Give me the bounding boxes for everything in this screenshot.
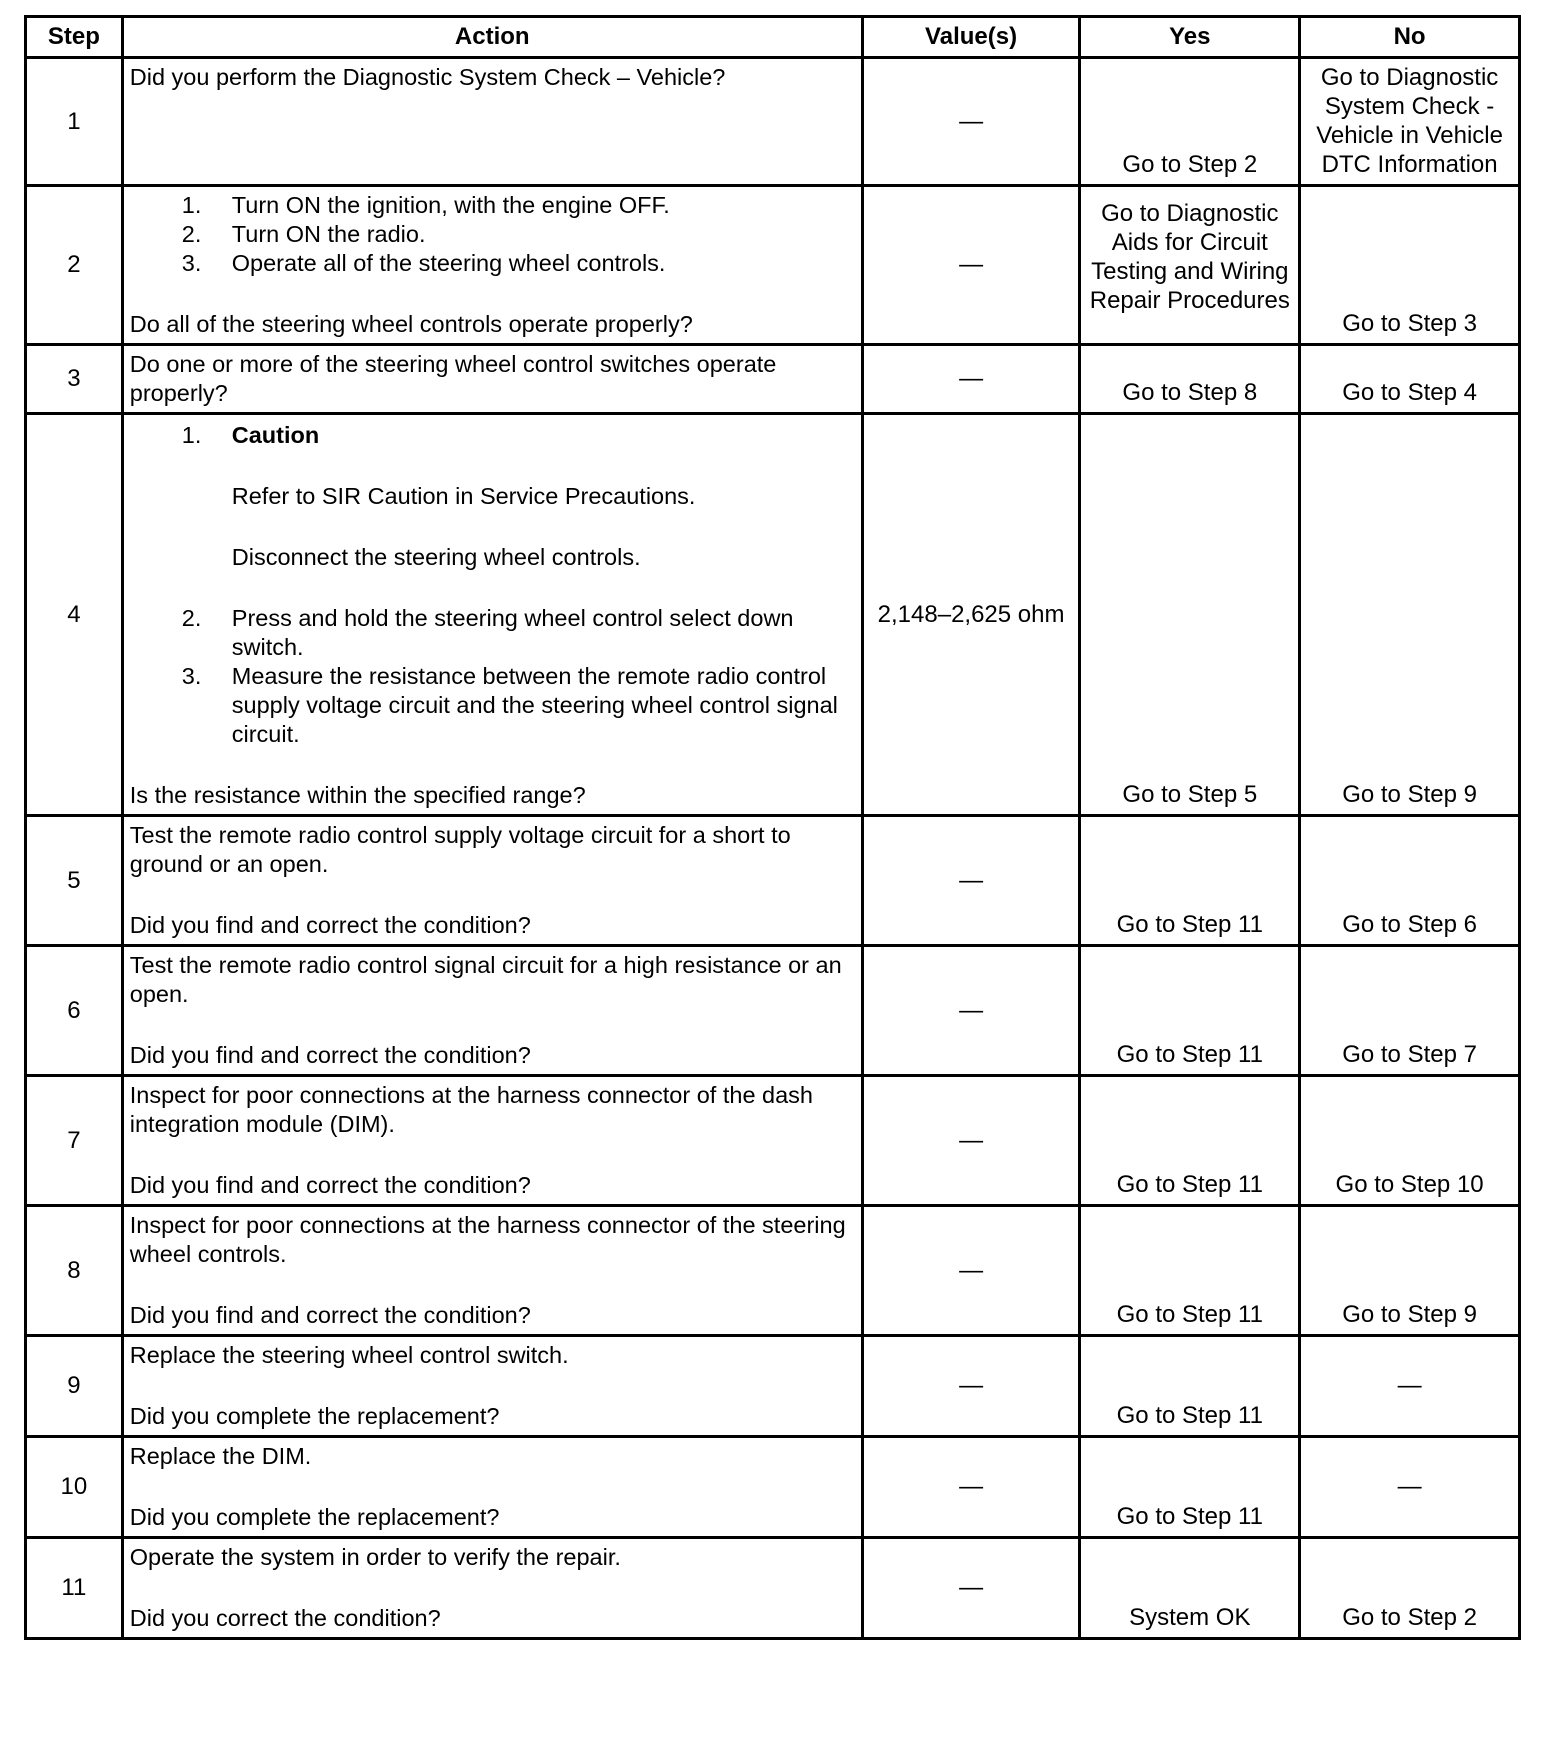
action-cell: [122, 1206, 862, 1336]
value-cell: —: [862, 1437, 1080, 1538]
diagnostic-table: [24, 15, 1521, 1640]
table-row: [26, 1076, 1520, 1206]
yes-cell: Go to Step 5: [1080, 414, 1300, 816]
action-step: 2. Press and hold the steering wheel control select down switch.: [181, 605, 794, 660]
table-row: [26, 345, 1520, 414]
no-cell: Go to Step 6: [1300, 816, 1520, 946]
table-row: [26, 1206, 1520, 1336]
action-step: 3. Measure the resistance between the remote radio control supply voltage circuit and the steering wheel control signal circuit.: [181, 663, 838, 747]
caution-title: Caution: [231, 422, 320, 448]
step-number: 4: [26, 414, 123, 816]
action-cell: [122, 345, 862, 414]
value-cell: —: [862, 1076, 1080, 1206]
table-row: [26, 946, 1520, 1076]
yes-cell: Go to Step 11: [1080, 1336, 1300, 1437]
value-cell: —: [862, 946, 1080, 1076]
yes-cell: Go to Step 11: [1080, 1206, 1300, 1336]
step-number: 6: [26, 946, 123, 1076]
action-step: 1. Turn ON the ignition, with the engine OFF.: [181, 192, 670, 218]
table-row: [26, 1437, 1520, 1538]
action-cell: [122, 58, 862, 186]
table-row: [26, 1336, 1520, 1437]
action-question: Did you find and correct the condition?: [129, 1042, 531, 1068]
action-cell: [122, 1538, 862, 1639]
no-cell: Go to Step 10: [1300, 1076, 1520, 1206]
action-question: Did you correct the condition?: [129, 1605, 441, 1631]
table-row: [26, 414, 1520, 816]
yes-cell: Go to Step 11: [1080, 1076, 1300, 1206]
table-row: [26, 186, 1520, 345]
action-steps-list: [130, 421, 855, 749]
value-cell: —: [862, 186, 1080, 345]
value-cell: —: [862, 816, 1080, 946]
table-row: [26, 1538, 1520, 1639]
value-cell: 2,148–2,625 ohm: [862, 414, 1080, 816]
yes-cell: System OK: [1080, 1538, 1300, 1639]
yes-cell: Go to Step 11: [1080, 1437, 1300, 1538]
action-cell: [122, 186, 862, 345]
caution-reference: Refer to SIR Caution in Service Precautions.: [231, 483, 696, 509]
no-cell: Go to Step 7: [1300, 946, 1520, 1076]
action-cell: [122, 414, 862, 816]
value-cell: —: [862, 58, 1080, 186]
action-cell: [122, 816, 862, 946]
action-text: Inspect for poor connections at the harness connector of the steering wheel controls.: [129, 1212, 846, 1267]
no-cell: Go to Step 3: [1300, 186, 1520, 345]
action-step: 3. Operate all of the steering wheel controls.: [181, 250, 666, 276]
action-question: Did you complete the replacement?: [129, 1403, 500, 1429]
header-action: Action: [122, 17, 862, 58]
action-cell: [122, 1336, 862, 1437]
action-question: Did you find and correct the condition?: [129, 1172, 531, 1198]
action-text: Replace the steering wheel control switch.: [129, 1342, 569, 1368]
action-question: Do all of the steering wheel controls operate properly?: [129, 311, 693, 337]
action-question: Did you find and correct the condition?: [129, 1302, 531, 1328]
table-row: [26, 58, 1520, 186]
no-cell: Go to Step 2: [1300, 1538, 1520, 1639]
header-yes: Yes: [1080, 17, 1300, 58]
no-cell: Go to Step 9: [1300, 414, 1520, 816]
action-question: Did you find and correct the condition?: [129, 912, 531, 938]
value-cell: —: [862, 1206, 1080, 1336]
value-cell: —: [862, 345, 1080, 414]
no-cell: —: [1300, 1437, 1520, 1538]
step-number: 5: [26, 816, 123, 946]
no-cell: Go to Step 9: [1300, 1206, 1520, 1336]
action-text: Test the remote radio control supply voltage circuit for a short to ground or an open.: [129, 822, 791, 877]
yes-cell: Go to Diagnostic Aids for Circuit Testing and Wiring Repair Procedures: [1080, 186, 1300, 345]
header-step: Step: [26, 17, 123, 58]
header-row: [26, 17, 1520, 58]
action-cell: [122, 1076, 862, 1206]
step-number: 11: [26, 1538, 123, 1639]
action-question: Did you complete the replacement?: [129, 1504, 500, 1530]
step-number: 9: [26, 1336, 123, 1437]
yes-cell: Go to Step 11: [1080, 946, 1300, 1076]
action-step: 2. Turn ON the radio.: [181, 221, 426, 247]
header-no: No: [1300, 17, 1520, 58]
action-steps-list: [130, 191, 855, 278]
step-number: 10: [26, 1437, 123, 1538]
step-number: 7: [26, 1076, 123, 1206]
header-values: Value(s): [862, 17, 1080, 58]
no-cell: Go to Diagnostic System Check - Vehicle in Vehicle DTC Information: [1300, 58, 1520, 186]
action-text: Replace the DIM.: [129, 1443, 312, 1469]
action-step: 1. Caution Refer to SIR Caution in Service Precautions. Disconnect the steering wheel controls.: [182, 421, 855, 572]
step-number: 1: [26, 58, 123, 186]
yes-cell: Go to Step 8: [1080, 345, 1300, 414]
caution-action: Disconnect the steering wheel controls.: [231, 544, 641, 570]
action-text: Test the remote radio control signal circuit for a high resistance or an open.: [129, 952, 842, 1007]
action-cell: [122, 1437, 862, 1538]
action-question: Is the resistance within the specified range?: [129, 782, 586, 808]
yes-cell: Go to Step 11: [1080, 816, 1300, 946]
step-number: 3: [26, 345, 123, 414]
yes-cell: Go to Step 2: [1080, 58, 1300, 186]
table-row: [26, 816, 1520, 946]
action-text: Did you perform the Diagnostic System Check – Vehicle?: [129, 64, 726, 90]
value-cell: —: [862, 1538, 1080, 1639]
action-text: Do one or more of the steering wheel control switches operate properly?: [129, 351, 777, 406]
action-cell: [122, 946, 862, 1076]
action-text: Inspect for poor connections at the harness connector of the dash integration module (DIM).: [129, 1082, 813, 1137]
value-cell: —: [862, 1336, 1080, 1437]
action-text: Operate the system in order to verify the repair.: [129, 1544, 621, 1570]
step-number: 2: [26, 186, 123, 345]
no-cell: —: [1300, 1336, 1520, 1437]
step-number: 8: [26, 1206, 123, 1336]
no-cell: Go to Step 4: [1300, 345, 1520, 414]
